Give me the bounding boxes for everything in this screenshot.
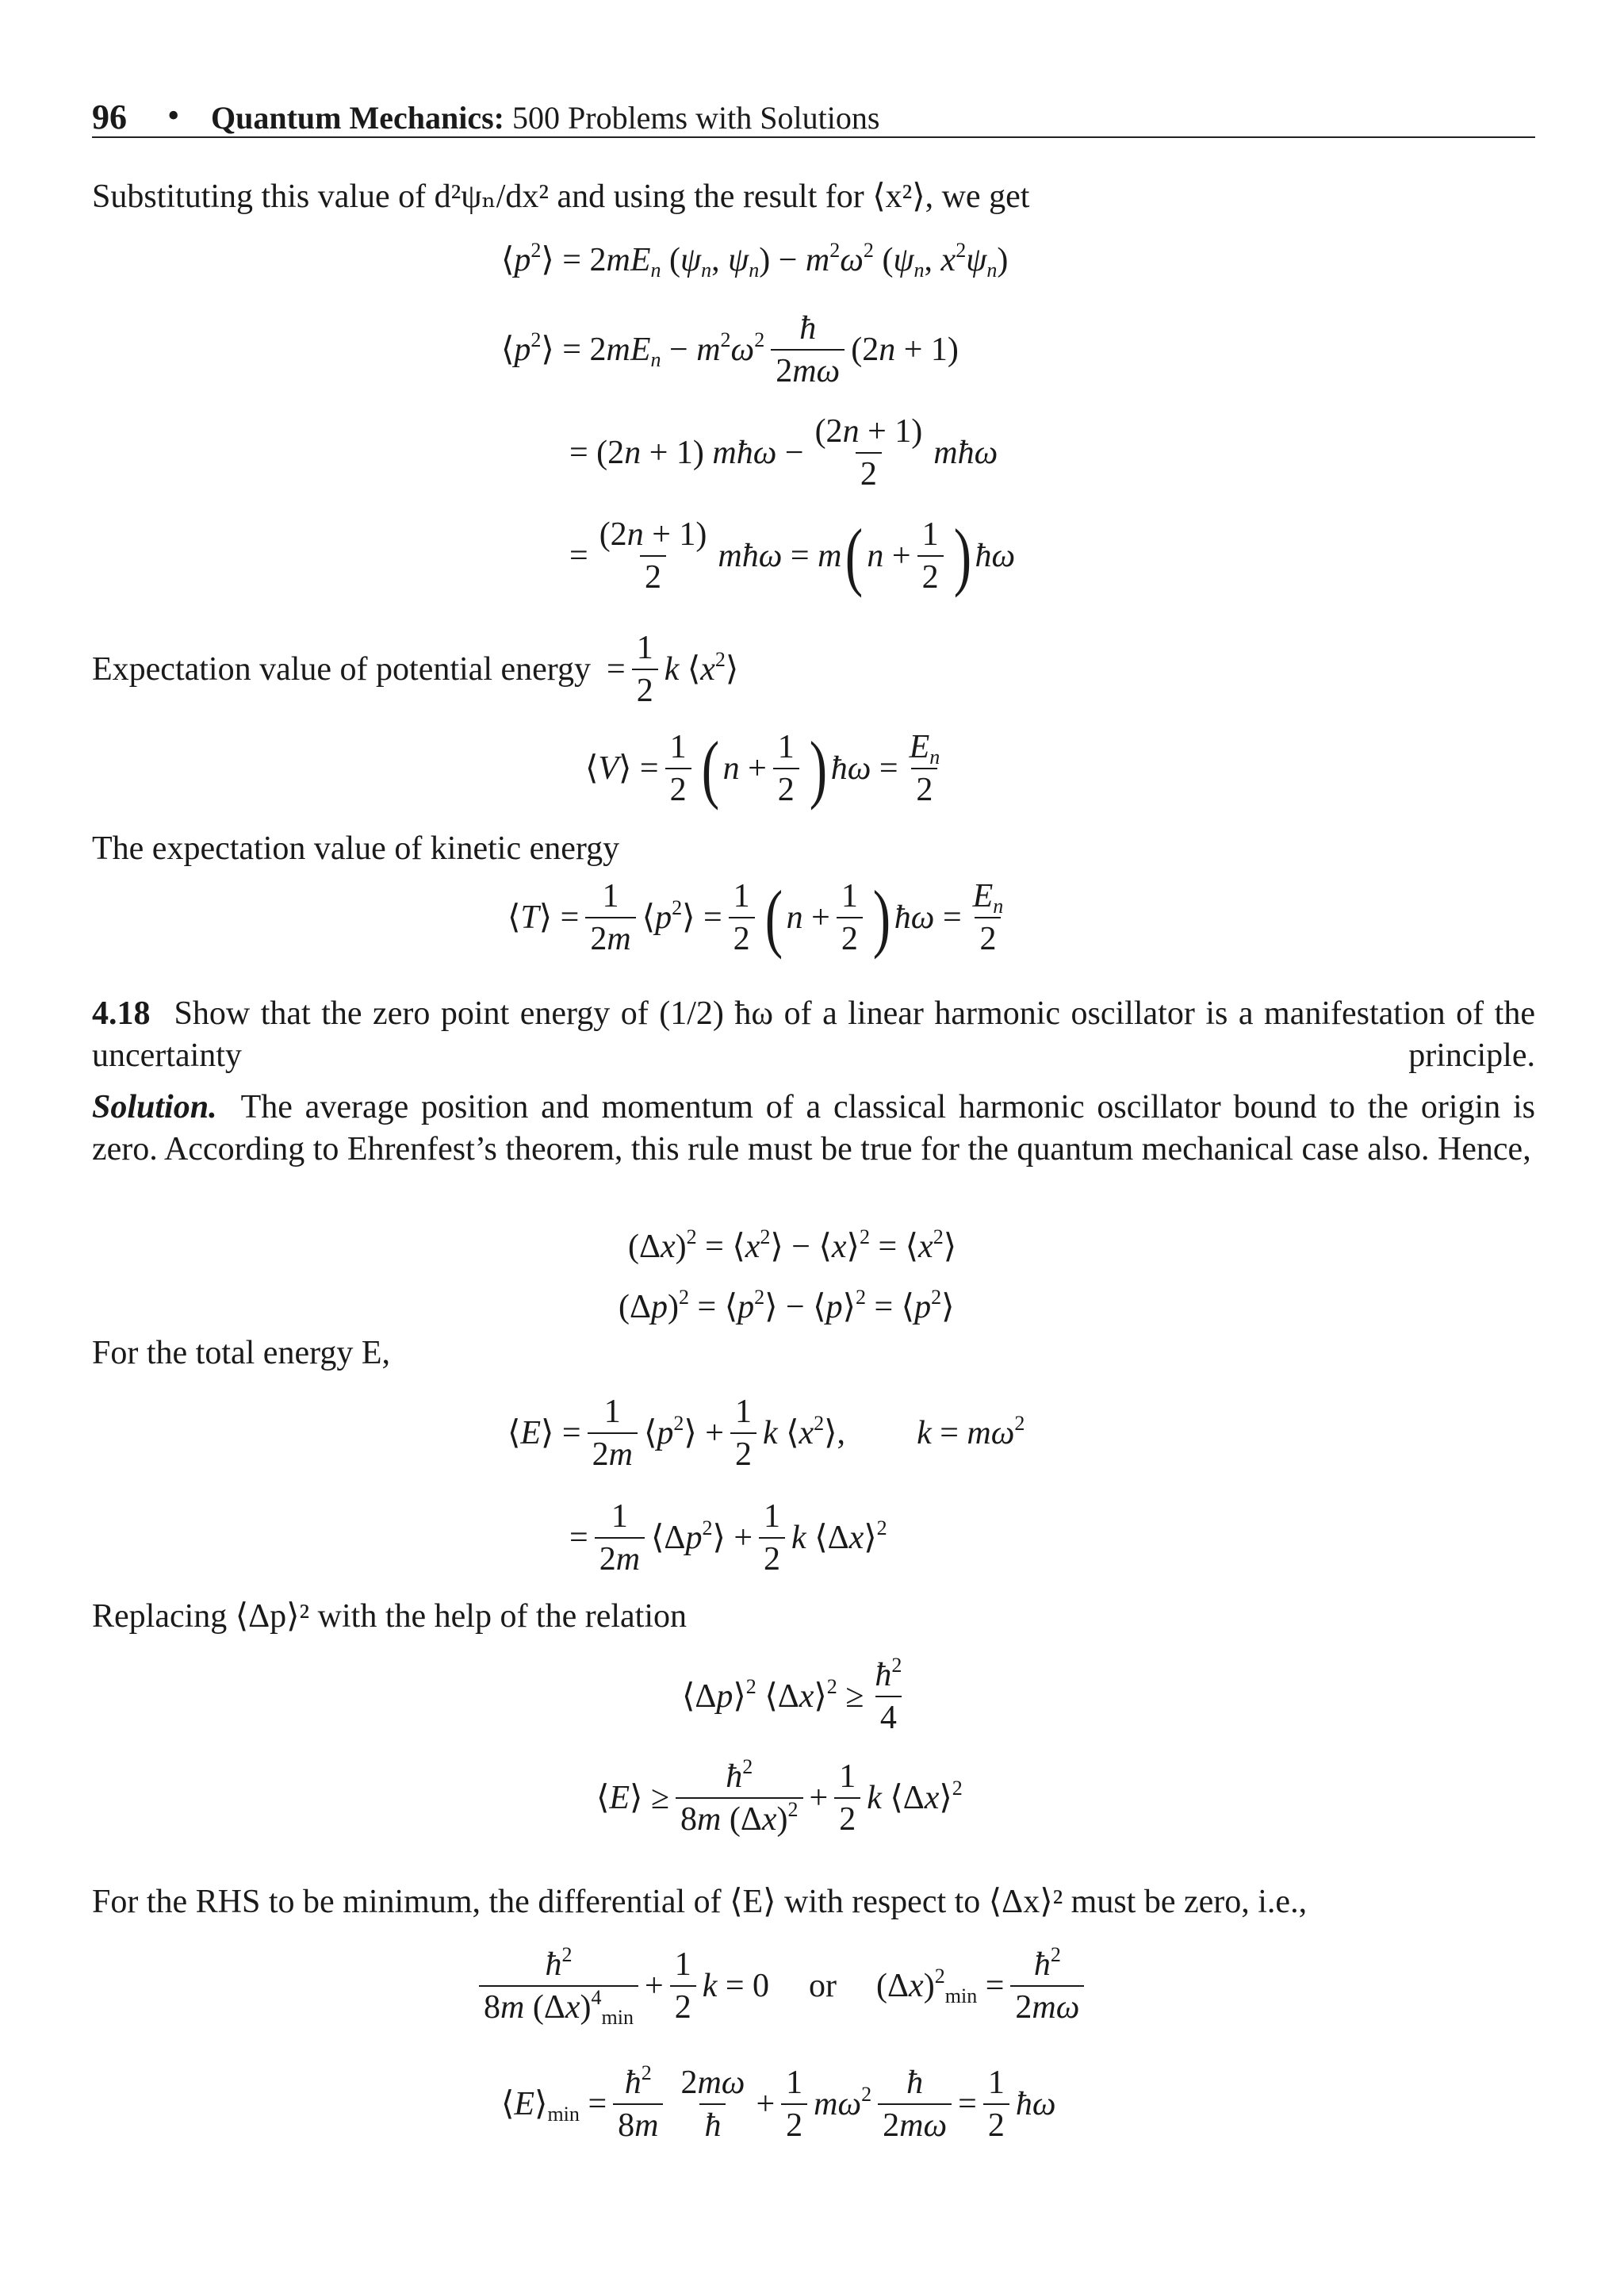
text-kinetic-content: The expectation value of kinetic energy <box>92 830 620 867</box>
book-title <box>211 98 879 138</box>
header-rule <box>92 136 1535 138</box>
book-title-rest: 500 Problems with Solutions <box>512 100 880 136</box>
eq-T-result: ⟨T⟩ = $\frac{1}{2m}$ $⟨p^2⟩$ = $\frac{1}{2}$ ( n + $\frac{1}{2}$ ) ħω = $\frac{E_n}{2}$ <box>508 874 1004 960</box>
running-header <box>92 92 1535 140</box>
eq-dp2: $(\Delta p)^2$ = $⟨p^2⟩$ − ⟨p⟩$^2$ = $⟨p^2⟩$ <box>619 1286 955 1325</box>
eq-p2-line1: $⟨p^2⟩ = 2mE_n$ ($\psi_n$, $\psi_n) - m^2\omega^2$ ($\psi_n$, $x^2\psi_n$) <box>501 239 1009 282</box>
eq-potential-def: Expectation value of potential energy = $\frac{1}{2}$ k $⟨x^2⟩$ <box>92 630 739 710</box>
text-rhs <box>92 1881 1307 1923</box>
eq-E-inequality: ⟨E⟩ ≥ $\frac{ħ^2}{8m (\Delta x)^2}$ + $\frac{1}{2}$ k ⟨Δx⟩$^2$ <box>596 1755 963 1838</box>
eq-dx2: $(\Delta x)^2$ = $⟨x^2⟩$ − ⟨x⟩$^2$ = $⟨x^2⟩$ <box>628 1225 957 1265</box>
header-bullet: • <box>167 96 180 135</box>
eq-p2-line4: = $\frac{(2n + 1)}{2}$ mħω = m ( n + $\frac{1}{2}$ ) ħω <box>569 512 1016 598</box>
eq-uncertainty: ⟨Δp⟩$^2$ ⟨Δx⟩$^2$ ≥ $\frac{ħ^2}{4}$ <box>682 1654 902 1737</box>
eq-E-line1: ⟨E⟩ = $\frac{1}{2m}$ $⟨p^2⟩$ + $\frac{1}{2}$ k $⟨x^2⟩$, $k = m\omega^2$ <box>508 1394 1025 1474</box>
solution-label: Solution. <box>92 1089 217 1125</box>
text-replacing <box>92 1596 687 1638</box>
problem-number: 4.18 <box>92 995 151 1032</box>
text-total-energy-content: For the total energy E, <box>92 1335 390 1371</box>
text-kinetic <box>92 828 619 870</box>
solution-paragraph <box>92 1087 1535 1170</box>
text-rhs-content: For the RHS to be minimum, the differential of ⟨E⟩ with respect to ⟨Δx⟩² must be zero, i.e., <box>92 1884 1308 1920</box>
solution-text: The average position and momentum of a classical harmonic oscillator bound to the origin is zero. According to Ehrenfest’s theorem, this rule must be true for the quantum mechanical case also. Hence, <box>92 1089 1535 1167</box>
text-substituting-content: Substituting this value of d²ψₙ/dx² and using the result for ⟨x²⟩, we get <box>92 178 1030 215</box>
problem-4-18 <box>92 993 1535 1076</box>
eq-p2-line2: $⟨p^2⟩ = 2mE_n - m^2\omega^2$ $\frac{ħ}{2m\omega}$ (2n + 1) <box>501 310 959 390</box>
eq-E-min: $⟨E⟩_{min}$ = $\frac{ħ^2}{8m}$ $\frac{2m\omega}{ħ}$ + $\frac{1}{2}$ $m\omega^2$ $\frac{ħ}{2m\omega}$ = $\frac{1}{2}$ ħω <box>501 2061 1056 2145</box>
text-replacing-content: Replacing ⟨Δp⟩² with the help of the relation <box>92 1598 688 1635</box>
text-potential: Expectation value of potential energy <box>92 650 591 688</box>
eq-V-result: ⟨V⟩ = $\frac{1}{2}$ ( n + $\frac{1}{2}$ ) ħω = $\frac{E_n}{2}$ <box>585 725 940 811</box>
text-substituting <box>92 176 1029 218</box>
eq-E-line2: = $\frac{1}{2m}$ $⟨\Delta p^2⟩$ + $\frac{1}{2}$ k ⟨Δx⟩$^2$ <box>569 1498 887 1578</box>
text-total-energy <box>92 1332 390 1374</box>
book-title-bold: Quantum Mechanics: <box>211 100 504 136</box>
eq-min-condition: $\frac{ħ^2}{8m (\Delta x)^4_{min}}$ + $\frac{1}{2}$ k = 0 or $(\Delta x)^2_{min}$ = $\frac{ħ^2}{2m\omega}$ <box>473 1947 1090 2025</box>
eq-p2-line3: = (2n + 1) mħω − $\frac{(2n + 1)}{2}$ mħω <box>569 413 998 493</box>
problem-text: Show that the zero point energy of (1/2) ħω of a linear harmonic oscillator is a manifestation of the uncertainty principle. <box>92 995 1535 1074</box>
page-number: 96 <box>92 98 127 136</box>
